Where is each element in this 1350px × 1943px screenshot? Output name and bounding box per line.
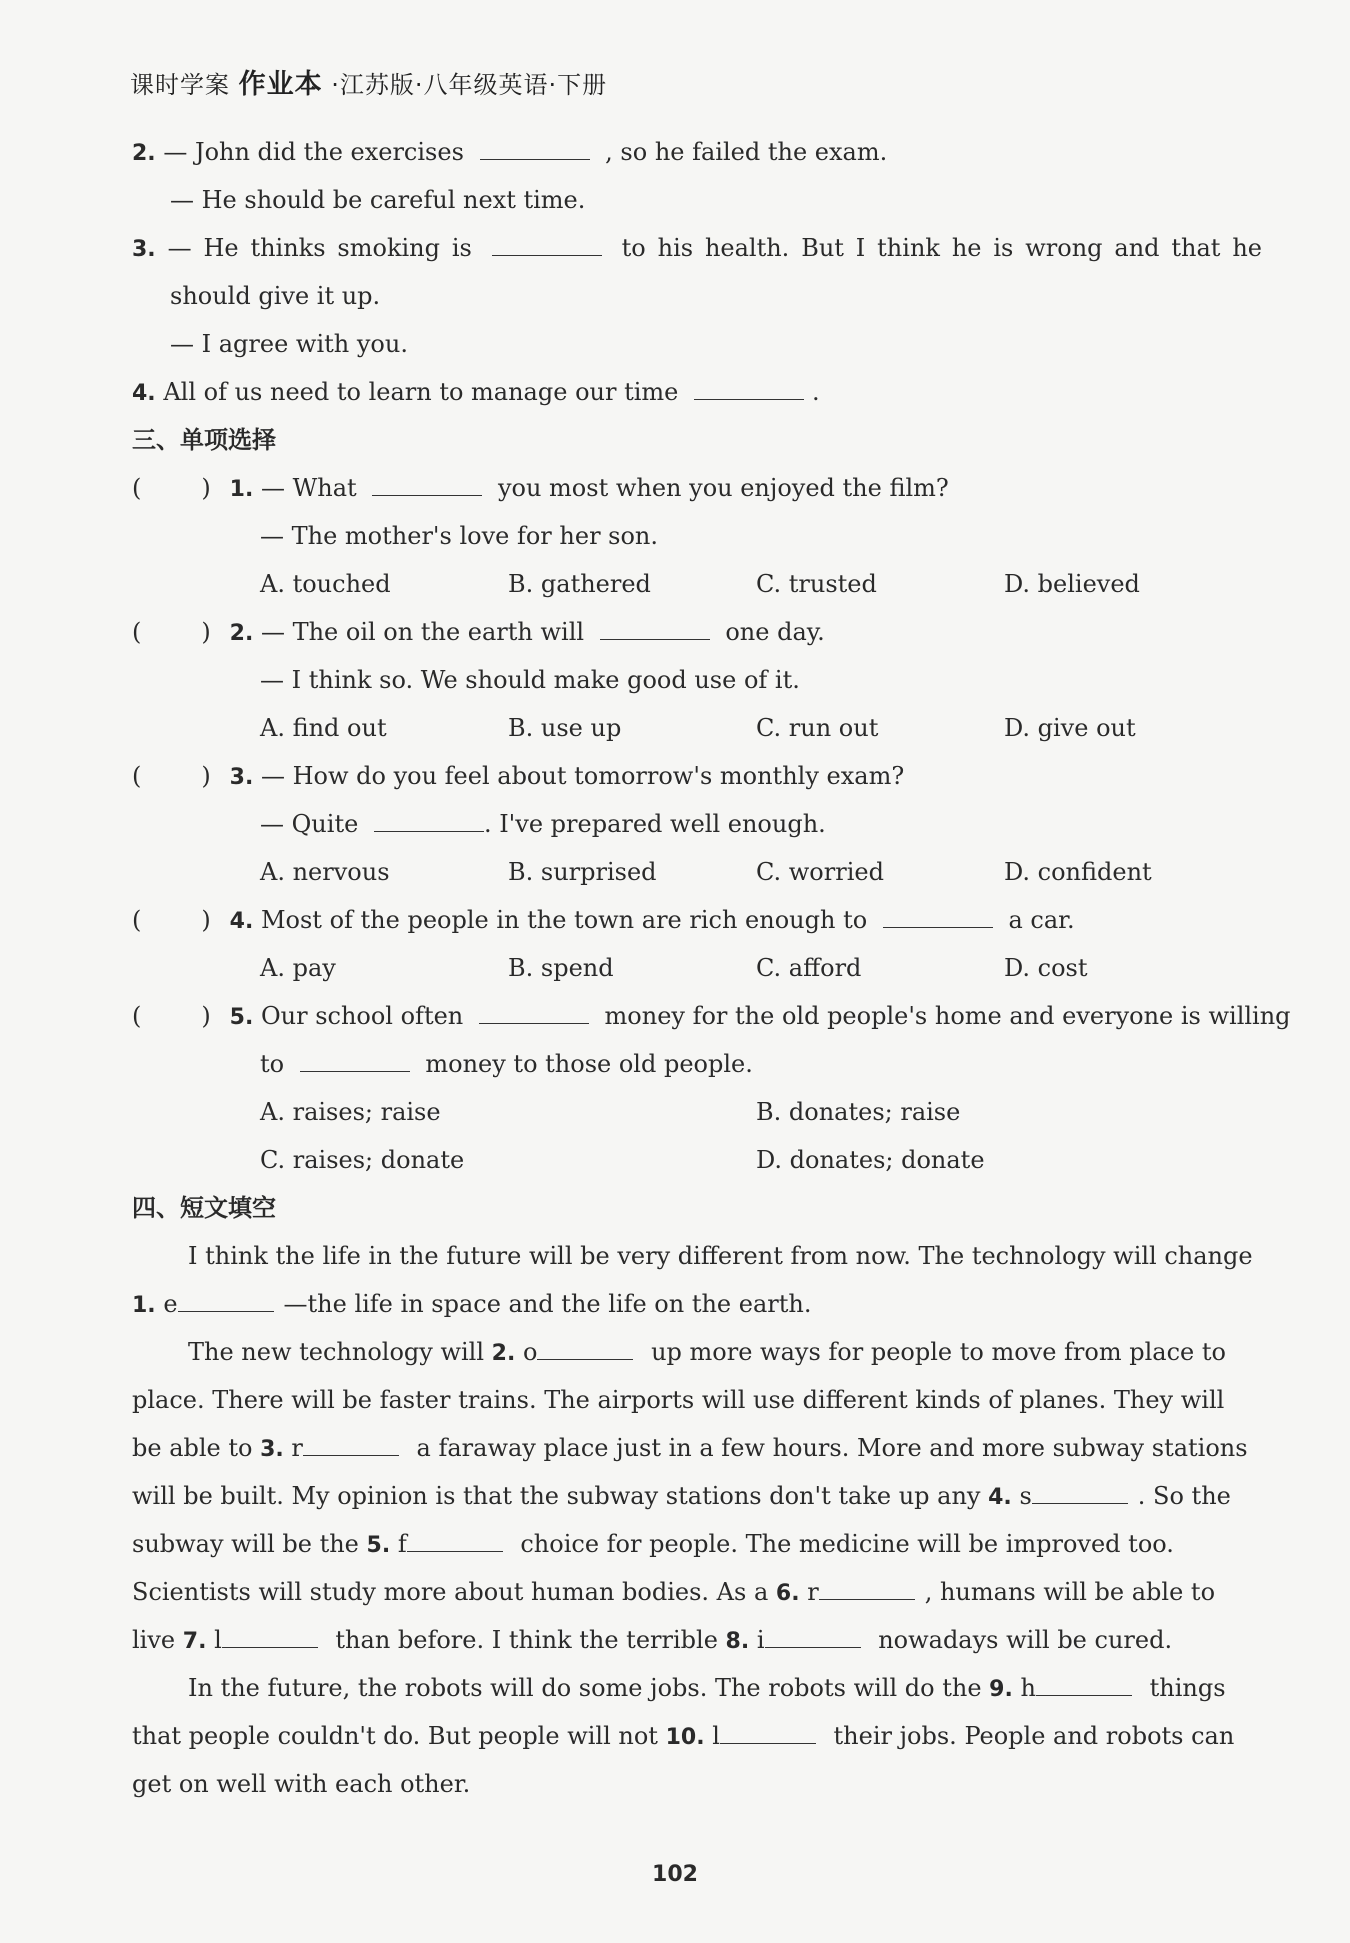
passage-line: be able to 3. r a faraway place just in a few hours. More and more subway stations [132,1424,1262,1472]
option-c[interactable]: C. run out [756,714,879,742]
section-title-multiple-choice: 三、单项选择 [132,426,276,454]
mc-question-2 [132,608,1262,656]
mc-question-3 [132,752,1262,800]
cloze-blank-5[interactable] [407,1523,503,1552]
answer-blank[interactable] [480,131,590,160]
question-text: Our school often [260,1002,464,1030]
question-3 [132,224,1262,272]
cloze-blank-8[interactable] [765,1619,861,1648]
answer-blank[interactable] [600,611,710,640]
mc-question-5 [132,992,1291,1040]
question-text: to his health. But I think he is wrong and that he [621,234,1262,262]
option-a[interactable]: A. pay [260,954,336,982]
option-d[interactable]: D. cost [1004,954,1088,982]
option-b[interactable]: B. donates; raise [756,1098,961,1126]
answer-blank[interactable] [374,803,484,832]
cloze-blank-4[interactable] [1032,1475,1128,1504]
answer-blank[interactable] [883,899,993,928]
answer-paren[interactable]: ( ) [132,906,211,934]
reply-text: — I agree with you. [170,330,408,358]
options-row [132,1088,1262,1136]
reply-line: — The mother's love for her son. [260,522,659,550]
passage-line: 1. e —the life in space and the life on the earth. [132,1280,1262,1328]
option-b[interactable]: B. use up [508,714,622,742]
passage-line: subway will be the 5. f choice for people. The medicine will be improved too. [132,1520,1262,1568]
answer-blank[interactable] [694,371,804,400]
mc-question-1 [132,464,1262,512]
question-text: a car. [1008,906,1075,934]
cloze-blank-7[interactable] [222,1619,318,1648]
option-a[interactable]: A. find out [260,714,387,742]
header-suffix: ·江苏版·八年级英语·下册 [331,71,608,99]
options-row [132,704,1262,752]
question-number: 3. [132,237,156,262]
answer-blank[interactable] [300,1043,410,1072]
answer-paren[interactable]: ( ) [132,618,211,646]
header-title: 作业本 [238,69,323,100]
question-4 [132,368,1262,416]
option-a[interactable]: A. raises; raise [260,1098,441,1126]
cloze-blank-3[interactable] [303,1427,399,1456]
question-number: 4. [229,909,254,934]
question-number: 2. [229,621,254,646]
option-c[interactable]: C. worried [756,858,884,886]
question-text: . [812,378,820,406]
page-number: 102 [652,1862,698,1887]
reply-line [132,320,1262,368]
question-number: 4. [132,381,156,406]
question-text: — What [260,474,357,502]
option-a[interactable]: A. touched [260,570,391,598]
option-c[interactable]: C. afford [756,954,862,982]
mc-question-4 [132,896,1262,944]
question-text: — How do you feel about tomorrow's monthly exam? [260,762,905,790]
option-c[interactable]: C. raises; donate [260,1146,465,1174]
question-text: money for the old people's home and everyone is willing [604,1002,1291,1030]
option-d[interactable]: D. confident [1004,858,1152,886]
answer-paren[interactable]: ( ) [132,1002,211,1030]
options-row [132,560,1262,608]
option-a[interactable]: A. nervous [260,858,390,886]
option-d[interactable]: D. donates; donate [756,1146,985,1174]
answer-blank[interactable] [492,227,602,256]
cloze-blank-2[interactable] [537,1331,633,1360]
question-text: you most when you enjoyed the film? [497,474,949,502]
option-d[interactable]: D. believed [1004,570,1140,598]
option-c[interactable]: C. trusted [756,570,877,598]
question-3-cont [132,272,1262,320]
options-row [132,944,1262,992]
answer-blank[interactable] [479,995,589,1024]
passage-line: live 7. l than before. I think the terrible 8. i nowadays will be cured. [132,1616,1262,1664]
answer-paren[interactable]: ( ) [132,474,211,502]
cloze-blank-6[interactable] [819,1571,915,1600]
question-text: one day. [725,618,825,646]
reply-line: — Quite . I've prepared well enough. [132,800,1262,848]
question-number: 2. [132,141,156,166]
question-2 [132,128,1262,176]
question-text: — John did the exercises [163,138,464,166]
reply-text: — He should be careful next time. [170,186,586,214]
question-5-cont: to money to those old people. [132,1040,1262,1088]
answer-blank[interactable] [372,467,482,496]
options-row [132,1136,1262,1184]
question-text: — He thinks smoking is [167,234,472,262]
header-prefix: 课时学案 [130,71,230,99]
passage-line: In the future, the robots will do some jobs. The robots will do the 9. h things [132,1664,1262,1712]
cloze-blank-9[interactable] [1036,1667,1132,1696]
question-text: — The oil on the earth will [260,618,585,646]
question-number: 3. [229,765,254,790]
option-b[interactable]: B. surprised [508,858,657,886]
page-header [130,62,607,101]
reply-line [132,176,1262,224]
answer-paren[interactable]: ( ) [132,762,211,790]
passage-line: get on well with each other. [132,1770,471,1798]
question-number: 5. [229,1005,254,1030]
option-b[interactable]: B. gathered [508,570,651,598]
passage-line: The new technology will 2. o up more ways for people to move from place to [132,1328,1262,1376]
reply-line: — I think so. We should make good use of it. [260,666,800,694]
cloze-blank-10[interactable] [720,1715,816,1744]
question-text: should give it up. [170,282,381,310]
passage-line: that people couldn't do. But people will not 10. l their jobs. People and robots can [132,1712,1262,1760]
cloze-blank-1[interactable] [178,1283,274,1312]
question-number: 1. [229,477,254,502]
section-title-cloze: 四、短文填空 [132,1194,276,1222]
passage-line: I think the life in the future will be very different from now. The technology will change [188,1242,1253,1270]
options-row [132,848,1262,896]
question-text: Most of the people in the town are rich enough to [260,906,868,934]
passage-line: place. There will be faster trains. The airports will use different kinds of planes. They will [132,1386,1225,1414]
option-b[interactable]: B. spend [508,954,614,982]
option-d[interactable]: D. give out [1004,714,1136,742]
question-text: All of us need to learn to manage our time [163,378,679,406]
passage-line: Scientists will study more about human bodies. As a 6. r , humans will be able to [132,1568,1262,1616]
question-text: , so he failed the exam. [605,138,888,166]
worksheet-content [132,128,1291,1808]
passage-line: will be built. My opinion is that the subway stations don't take up any 4. s . So the [132,1472,1262,1520]
